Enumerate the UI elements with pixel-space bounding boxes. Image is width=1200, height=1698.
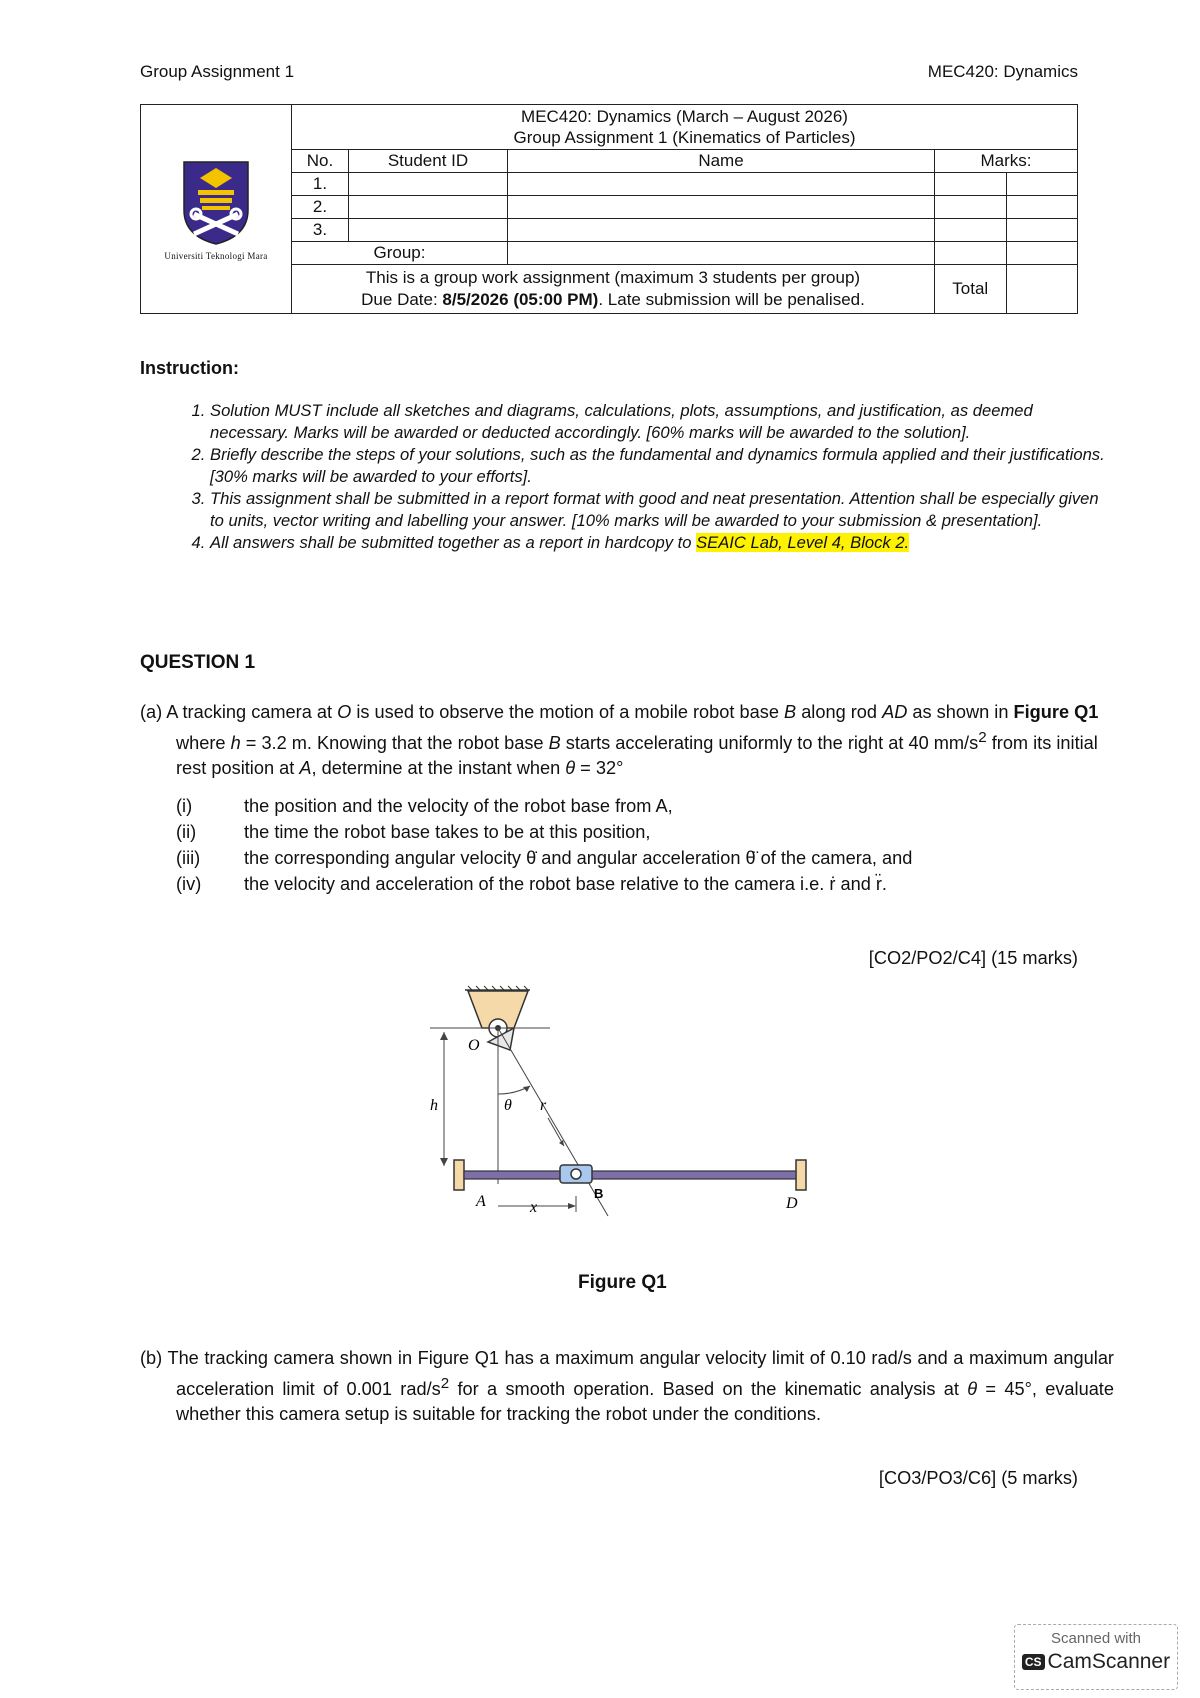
instruction-title: Instruction: (140, 358, 239, 378)
text-run: A tracking camera at (162, 702, 338, 722)
instruction-item (210, 532, 1112, 554)
var-b: B (548, 733, 561, 754)
due-date-line (296, 289, 930, 311)
text-run: along rod (796, 702, 883, 722)
part-b-label: (b) (140, 1348, 163, 1368)
group-work-note: This is a group work assignment (maximum 3 students per group) (365, 268, 861, 287)
sub-number: (i) (176, 796, 193, 816)
var-theta: θ (565, 758, 576, 779)
marks-field[interactable] (935, 173, 1007, 196)
var-ad: AD (882, 702, 908, 722)
group-field[interactable] (508, 242, 935, 265)
sub-question (176, 874, 887, 895)
watermark-top: Scanned with (1050, 1630, 1142, 1647)
camscanner-watermark (1014, 1624, 1178, 1690)
text-run: where (176, 733, 231, 754)
row-number: 3. (292, 219, 349, 242)
student-name-field[interactable] (508, 173, 935, 196)
sub-number: (iv) (176, 874, 202, 894)
sub-question (176, 796, 673, 817)
sub-question (176, 822, 650, 843)
text-run: as shown in (907, 702, 1014, 722)
figure-q1-diagram (430, 984, 830, 1244)
marks-field[interactable] (935, 196, 1007, 219)
student-name-field[interactable] (508, 196, 935, 219)
text-run: = 3.2 m. Knowing that the robot base (240, 733, 549, 754)
sub-text: the time the robot base takes to be at this position, (244, 822, 651, 842)
label-b: B (594, 1186, 604, 1201)
total-label: Total (935, 265, 1007, 314)
marks-field[interactable] (935, 219, 1007, 242)
col-name-header: Name (508, 150, 935, 173)
logo-cell (141, 105, 292, 314)
submission-note (292, 265, 935, 314)
camscanner-icon: CS (1022, 1654, 1045, 1670)
marks-field[interactable] (1006, 219, 1078, 242)
due-suffix: . Late submission will be penalised. (598, 290, 865, 309)
instruction-item: 1. Solution MUST include all sketches and diagrams, calculations, plots, assumptions, and justification, as deemed necessary. Marks will be awarded or deducted accordingly. [60% marks will be awarded to the solution]. (210, 400, 1112, 444)
label-h: h (430, 1097, 438, 1114)
student-id-field[interactable] (349, 219, 508, 242)
label-x: x (530, 1199, 538, 1216)
cover-table (140, 104, 1078, 314)
header-right: MEC420: Dynamics (927, 62, 1078, 81)
part-a-label: (a) (140, 702, 163, 722)
student-id-field[interactable] (349, 196, 508, 219)
submission-location: SEAIC Lab, Level 4, Block 2. (696, 533, 910, 552)
marks-part-a: [CO2/PO2/C4] (15 marks) (868, 948, 1078, 968)
text-run: = 32° (575, 758, 624, 779)
question-title: QUESTION 1 (140, 652, 256, 673)
header-left: Group Assignment 1 (140, 62, 295, 81)
label-r: r (540, 1097, 547, 1114)
col-no-header: No. (292, 150, 349, 173)
due-prefix: Due Date: (361, 290, 443, 309)
sub-text: the corresponding angular velocity θ̇ and angular acceleration θ̈ of the camera, and (244, 848, 913, 868)
var-a: A (299, 758, 312, 779)
university-logo (180, 158, 252, 246)
var-theta: θ (967, 1379, 978, 1400)
text-run: is used to observe the motion of a mobile robot base (351, 702, 784, 722)
text-run: = 45°, evaluate whether this camera setup is suitable for tracking the robot under the conditions. (176, 1379, 1114, 1425)
figure-caption: Figure Q1 (578, 1272, 667, 1293)
due-date: 8/5/2026 (05:00 PM) (442, 290, 599, 309)
instruction-list (176, 400, 1112, 554)
text-run: for a smooth operation. Based on the kinematic analysis at (449, 1379, 968, 1400)
sub-number: (iii) (176, 848, 201, 868)
row-number: 1. (292, 173, 349, 196)
var-o: O (337, 702, 352, 722)
col-student-id-header: Student ID (349, 150, 508, 173)
part-b-text (140, 1346, 1114, 1427)
instruction-item: 2. Briefly describe the steps of your solutions, such as the fundamental and dynamics formula applied and their justifications. [30% marks will be awarded to your efforts]. (210, 444, 1112, 488)
label-a: A (476, 1193, 486, 1210)
watermark-brand: CamScanner (1047, 1650, 1171, 1673)
student-id-field[interactable] (349, 173, 508, 196)
label-theta: θ (504, 1097, 512, 1114)
marks-field[interactable] (1006, 173, 1078, 196)
sub-number: (ii) (176, 822, 197, 842)
text-run: starts accelerating uniformly to the right at 40 mm/s (560, 733, 979, 754)
course-title-line2: Group Assignment 1 (Kinematics of Particles) (513, 128, 856, 147)
watermark-brand-line (1015, 1650, 1177, 1674)
instruction-item: 3. This assignment shall be submitted in a report format with good and neat presentation. Attention shall be especially given to units, vector writing and labelling your answer. [10% marks will be awarded to your submission & presentation]. (210, 488, 1112, 532)
row-number: 2. (292, 196, 349, 219)
total-field[interactable] (1006, 265, 1078, 314)
marks-field[interactable] (935, 242, 1007, 265)
group-label: Group: (292, 242, 508, 265)
sub-text: the position and the velocity of the robot base from A, (244, 796, 673, 816)
text-run: The tracking camera shown in Figure Q1 has a maximum angular velocity limit of 0.10 rad/s and a maximum angular acceleration limit of 0.001 rad/s (162, 1348, 1114, 1400)
var-b: B (784, 702, 797, 722)
sub-question (176, 848, 912, 869)
marks-field[interactable] (1006, 242, 1078, 265)
student-name-field[interactable] (508, 219, 935, 242)
text-run: from its initial rest position at (176, 733, 1098, 779)
part-a-text (140, 700, 1114, 781)
marks-field[interactable] (1006, 196, 1078, 219)
marks-part-b: [CO3/PO3/C6] (5 marks) (878, 1468, 1078, 1488)
superscript: 2 (978, 729, 987, 746)
sub-text: the velocity and acceleration of the robot base relative to the camera i.e. ṙ and r̈. (244, 874, 887, 894)
var-h: h (230, 733, 241, 754)
figure-ref: Figure Q1 (1013, 702, 1099, 722)
label-d: D (786, 1195, 798, 1212)
instruction-text: All answers shall be submitted together as a report in hardcopy to (210, 533, 697, 552)
course-title (292, 105, 1078, 150)
text-run: , determine at the instant when (311, 758, 566, 779)
university-name: Universiti Teknologi Mara (164, 250, 268, 261)
superscript: 2 (440, 1375, 450, 1392)
label-o: O (468, 1037, 480, 1054)
col-marks-header: Marks: (935, 150, 1078, 173)
course-title-line1: MEC420: Dynamics (March – August 2026) (521, 107, 848, 126)
